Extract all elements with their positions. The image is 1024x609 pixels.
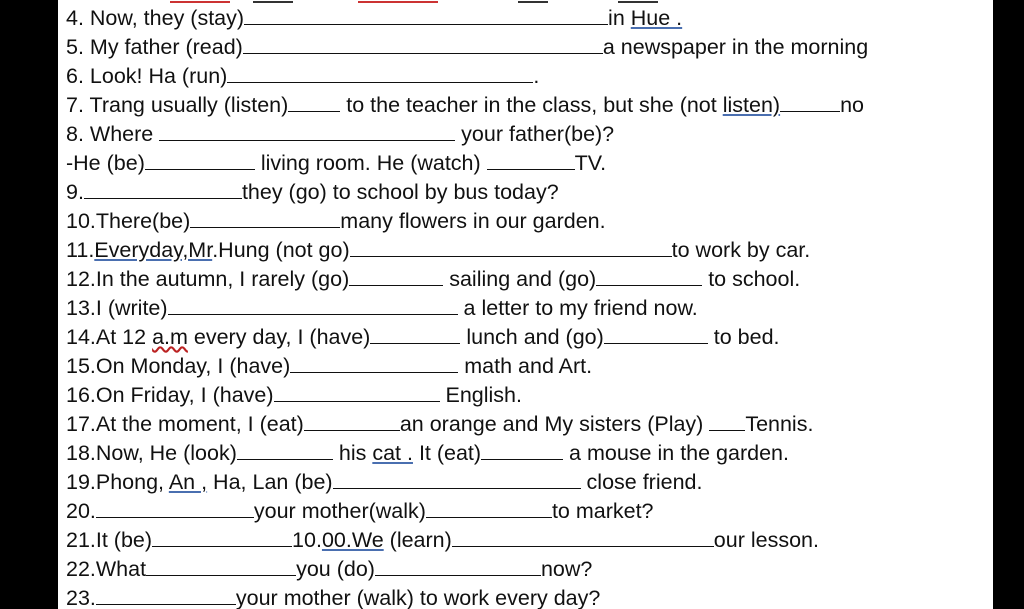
exercise-text: to bed.: [707, 325, 780, 349]
exercise-text: -He (be): [66, 151, 145, 175]
answer-blank[interactable]: [350, 238, 672, 257]
answer-blank[interactable]: [290, 354, 458, 373]
exercise-text: 18.Now, He (look): [66, 441, 237, 465]
exercise-13: [66, 295, 698, 321]
exercise-text: .: [533, 64, 540, 88]
exercise-text: your father(be)?: [455, 122, 615, 146]
exercise-text: (learn): [383, 528, 452, 552]
answer-blank[interactable]: [227, 64, 533, 83]
answer-blank[interactable]: [375, 557, 541, 576]
exercise-15: [66, 353, 592, 379]
exercise-text: a letter to my friend now.: [457, 296, 698, 320]
exercise-text: 20.: [66, 499, 96, 523]
answer-blank[interactable]: [145, 151, 255, 170]
exercise-text: to the teacher in the class, but she (not: [340, 93, 723, 117]
underlined-word: An ,: [168, 470, 208, 494]
exercise-text: 16.On Friday, I (have): [66, 383, 274, 407]
exercise-text: 9.: [66, 180, 84, 204]
answer-blank[interactable]: [426, 499, 552, 518]
exercise-14: [66, 324, 780, 350]
exercise-text: Tennis.: [745, 412, 814, 436]
exercise-text: 7. Trang usually (listen): [66, 93, 289, 117]
answer-blank[interactable]: [146, 557, 296, 576]
underlined-word: cat .: [372, 441, 413, 465]
answer-blank[interactable]: [780, 93, 840, 112]
exercise-text: a mouse in the garden.: [563, 441, 789, 465]
exercise-text: Ha, Lan (be): [207, 470, 333, 494]
exercise-text: 19.Phong,: [66, 470, 169, 494]
exercise-10: [66, 208, 606, 234]
exercise-text: his: [332, 441, 373, 465]
underlined-word: Hue .: [630, 6, 683, 30]
answer-blank[interactable]: [84, 180, 242, 199]
exercise-text: you (do): [296, 557, 375, 581]
exercise-text: close friend.: [580, 470, 703, 494]
exercise-text: a newspaper in the morning: [602, 35, 869, 59]
exercise-text: 13.I (write): [66, 296, 168, 320]
answer-blank[interactable]: [487, 151, 575, 170]
exercise-20: [66, 498, 654, 524]
exercise-text: 21.It (be): [66, 528, 153, 552]
exercise-text: to school.: [702, 267, 801, 291]
exercise-text: English.: [439, 383, 522, 407]
exercise-text: 10.: [292, 528, 322, 552]
answer-blank[interactable]: [159, 122, 455, 141]
exercise-text: your mother (walk) to work every day?: [235, 586, 601, 609]
exercise-text: living room. He (watch): [254, 151, 487, 175]
answer-blank[interactable]: [244, 6, 608, 25]
underlined-word: Everyday,Mr: [94, 238, 213, 262]
exercise-6: [66, 63, 539, 89]
answer-blank[interactable]: [349, 267, 443, 286]
exercise-text: 5. My father (read): [66, 35, 243, 59]
exercise-text: in: [608, 6, 631, 30]
exercise-4: [66, 5, 682, 31]
exercise-22: [66, 556, 592, 582]
exercise-text: 11.: [66, 238, 95, 262]
exercise-text: 17.At the moment, I (eat): [66, 412, 304, 436]
exercise-text: to market?: [551, 499, 654, 523]
exercise-19: [66, 469, 702, 495]
exercise-16: [66, 382, 522, 408]
answer-blank[interactable]: [304, 412, 400, 431]
exercise-text: 10.There(be): [66, 209, 191, 233]
answer-blank[interactable]: [152, 528, 292, 547]
exercise-text: .Hung (not go): [212, 238, 350, 262]
answer-blank[interactable]: [243, 35, 603, 54]
underlined-word: 00.We: [321, 528, 384, 552]
exercise-text: It (eat): [412, 441, 482, 465]
exercise-23: [66, 585, 600, 609]
answer-blank[interactable]: [237, 441, 333, 460]
exercise-text: an orange and My sisters (Play): [399, 412, 710, 436]
exercise-text: now?: [540, 557, 593, 581]
exercise-17: [66, 411, 813, 437]
exercise-text: TV.: [574, 151, 607, 175]
worksheet-page: [58, 0, 993, 609]
underlined-word: listen): [722, 93, 781, 117]
exercise-5: [66, 34, 868, 60]
answer-blank[interactable]: [604, 325, 708, 344]
answer-blank[interactable]: [274, 383, 440, 402]
exercise-text: 8. Where: [66, 122, 160, 146]
exercise-text: 23.: [66, 586, 96, 609]
answer-blank[interactable]: [370, 325, 460, 344]
exercise-18: [66, 440, 789, 466]
exercise-21: [66, 527, 819, 553]
answer-blank[interactable]: [96, 586, 236, 605]
exercise-9: [66, 179, 559, 205]
exercise-text: our lesson.: [713, 528, 819, 552]
exercise-text: to work by car.: [671, 238, 811, 262]
answer-blank[interactable]: [288, 93, 340, 112]
exercise-text: 12.In the autumn, I rarely (go): [66, 267, 350, 291]
exercise-text: lunch and (go): [460, 325, 604, 349]
exercise-text: 6. Look! Ha (run): [66, 64, 228, 88]
exercise-text: math and Art.: [458, 354, 593, 378]
underlined-word: a.m: [152, 325, 188, 349]
exercise-text: they (go) to school by bus today?: [241, 180, 559, 204]
answer-blank[interactable]: [333, 470, 581, 489]
exercise-text: your mother(walk): [253, 499, 426, 523]
answer-blank[interactable]: [190, 209, 340, 228]
exercise-text: every day, I (have): [187, 325, 371, 349]
exercise-8: [66, 121, 614, 147]
exercise-text: 14.At 12: [66, 325, 153, 349]
exercise-text: 22.What: [66, 557, 147, 581]
exercise-11: [66, 237, 810, 263]
exercise-text: no: [840, 93, 864, 117]
exercise-text: 4. Now, they (stay): [66, 6, 245, 30]
exercise-7: [66, 92, 864, 118]
exercise-text: sailing and (go): [443, 267, 597, 291]
answer-blank[interactable]: [709, 412, 745, 431]
exercise-text: 15.On Monday, I (have): [66, 354, 291, 378]
exercise-text: many flowers in our garden.: [340, 209, 606, 233]
answer-blank[interactable]: [168, 296, 458, 315]
answer-blank[interactable]: [481, 441, 563, 460]
exercise-12: [66, 266, 800, 292]
answer-blank[interactable]: [452, 528, 714, 547]
exercise-8-answer: [66, 150, 606, 176]
answer-blank[interactable]: [596, 267, 702, 286]
answer-blank[interactable]: [96, 499, 254, 518]
